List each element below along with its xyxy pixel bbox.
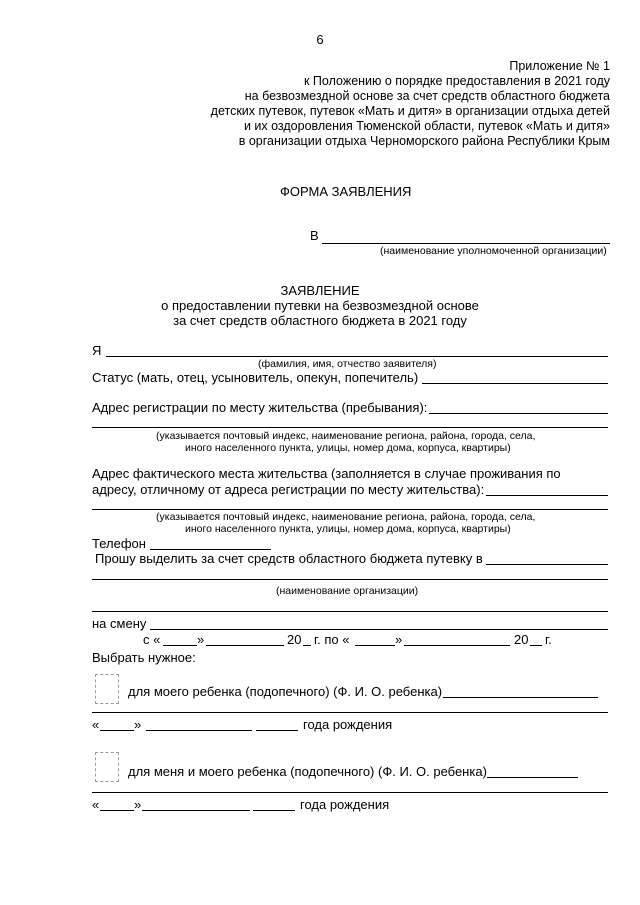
actual-address-hint-1: (указывается почтовый индекс, наименование региона, района, города, села, (156, 511, 536, 523)
period-to-day[interactable] (355, 645, 395, 646)
actual-address-line-1[interactable] (486, 495, 608, 496)
period-from-month[interactable] (206, 645, 284, 646)
shift-label: на смену (92, 616, 147, 631)
period-from-day[interactable] (163, 645, 197, 646)
birth2-month[interactable] (142, 810, 250, 811)
birth1-label: года рождения (303, 717, 393, 732)
reg-address-line-1[interactable] (429, 413, 608, 414)
option-child-label: для моего ребенка (подопечного) (Ф. И. О. ребенка) (128, 684, 443, 699)
period-to-year[interactable] (530, 645, 542, 646)
status-line[interactable] (422, 383, 608, 384)
appendix-line-3: на безвозмездной основе за счет средств областного бюджета (244, 89, 610, 103)
period-to-month[interactable] (404, 645, 510, 646)
org-hint: (наименование организации) (276, 585, 419, 597)
status-label: Статус (мать, отец, усыновитель, опекун, попечитель) (92, 370, 419, 385)
period-from-open: с « (143, 632, 161, 647)
form-title: ФОРМА ЗАЯВЛЕНИЯ (280, 184, 412, 199)
addressee-line[interactable] (322, 243, 610, 244)
option-me-child-label: для меня и моего ребенка (подопечного) (Ф. И. О. ребенка) (128, 764, 487, 779)
birth2-label: года рождения (300, 797, 390, 812)
appendix-line-2: к Положению о порядке предоставления в 2021 году (303, 74, 610, 88)
period-to-year-prefix: 20 (514, 632, 529, 647)
request-label: Прошу выделить за счет средств областного бюджета путевку в (95, 551, 483, 566)
phone-label: Телефон (92, 536, 146, 551)
statement-title: ЗАЯВЛЕНИЕ (280, 283, 360, 298)
fio-hint: (фамилия, имя, отчество заявителя) (258, 358, 437, 370)
option-me-child-line-2[interactable] (92, 792, 608, 793)
reg-address-hint-1: (указывается почтовый индекс, наименование региона, района, города, села, (156, 430, 536, 442)
period-to-close: » (395, 632, 403, 647)
period-from-year[interactable] (303, 645, 311, 646)
option-child-name-line[interactable] (443, 697, 598, 698)
request-line-1[interactable] (486, 564, 608, 565)
actual-address-hint-2: иного населенного пункта, улицы, номер дома, корпуса, квартиры) (185, 523, 511, 535)
page-number: 6 (316, 32, 324, 47)
period-to-open: г. по « (314, 632, 350, 647)
birth1-open: « (92, 717, 100, 732)
option-child-line-2[interactable] (92, 712, 608, 713)
appendix-line-1: Приложение № 1 (509, 59, 610, 73)
birth2-year[interactable] (253, 810, 295, 811)
birth1-month[interactable] (146, 730, 252, 731)
actual-address-label-2: адресу, отличному от адреса регистрации по месту жительства): (92, 482, 485, 497)
i-prefix: Я (92, 343, 102, 358)
reg-address-label: Адрес регистрации по месту жительства (пребывания): (92, 400, 428, 415)
statement-subtitle-2: за счет средств областного бюджета в 2021 году (173, 313, 467, 328)
addressee-prefix: В (310, 228, 319, 243)
actual-address-line-2[interactable] (92, 509, 608, 510)
shift-line[interactable] (150, 629, 608, 630)
addressee-hint: (наименование уполномоченной организации) (380, 245, 607, 257)
appendix-line-4: детских путевок, путевок «Мать и дитя» в организации отдыха детей (210, 104, 610, 118)
statement-subtitle-1: о предоставлении путевки на безвозмездной основе (161, 298, 479, 313)
actual-address-label-1: Адрес фактического места жительства (заполняется в случае проживания по (92, 466, 561, 481)
birth2-day[interactable] (100, 810, 134, 811)
birth1-day[interactable] (100, 730, 134, 731)
request-line-2[interactable] (92, 579, 608, 580)
period-to-suffix: г. (545, 632, 552, 647)
appendix-line-6: в организации отдыха Черноморского района Республики Крым (238, 134, 610, 148)
period-from-year-prefix: 20 (287, 632, 302, 647)
birth1-year[interactable] (256, 730, 298, 731)
period-from-close: » (197, 632, 205, 647)
option-me-child-name-line[interactable] (487, 777, 578, 778)
appendix-line-5: и их оздоровления Тюменской области, путевок «Мать и дитя» (243, 119, 610, 133)
reg-address-hint-2: иного населенного пункта, улицы, номер дома, корпуса, квартиры) (185, 442, 511, 454)
phone-line[interactable] (150, 549, 271, 550)
birth2-close: » (134, 797, 142, 812)
birth2-open: « (92, 797, 100, 812)
fio-line[interactable] (106, 356, 608, 357)
choose-label: Выбрать нужное: (92, 650, 196, 665)
org-line-extra[interactable] (92, 611, 608, 612)
option-me-child-checkbox[interactable] (95, 752, 119, 782)
birth1-close: » (134, 717, 142, 732)
reg-address-line-2[interactable] (92, 427, 608, 428)
option-child-checkbox[interactable] (95, 674, 119, 704)
